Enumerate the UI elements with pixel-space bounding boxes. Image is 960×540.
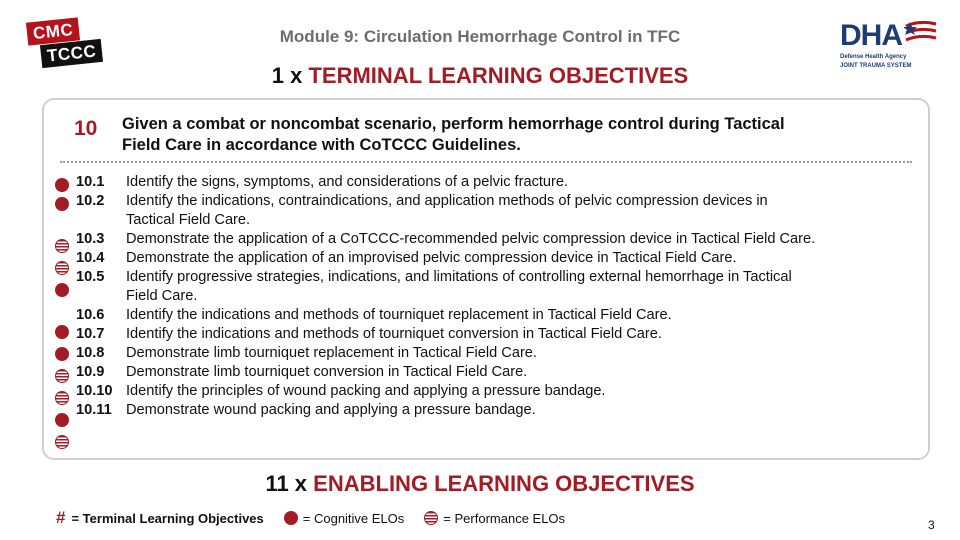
elo-number: 10.5 — [76, 269, 105, 285]
elo-text: Identify the indications, contraindications, and application methods of pelvic compression devices in Tactical Field Care. — [126, 193, 768, 228]
dha-agency-name: Defense Health Agency — [840, 54, 907, 60]
elo-heading — [0, 471, 960, 497]
performance-bullet-icon — [55, 391, 69, 405]
elo-list — [76, 173, 896, 420]
dotted-divider — [60, 161, 912, 163]
elo-text: Demonstrate wound packing and applying a pressure bandage. — [126, 402, 536, 418]
elo-text: Identify the principles of wound packing and applying a pressure bandage. — [126, 383, 606, 399]
elo-number: 10.8 — [76, 345, 105, 361]
elo-number: 10.10 — [76, 383, 113, 399]
elo-item — [76, 344, 896, 363]
logo-line-1: CMC — [26, 17, 80, 45]
legend-tlo-label: = Terminal Learning Objectives — [71, 510, 264, 526]
performance-bullet-icon — [55, 369, 69, 383]
elo-item — [76, 363, 896, 382]
elo-text: Demonstrate the application of an improvised pelvic compression device in Tactical Field Care. — [126, 250, 737, 266]
tlo-count: 1 x — [271, 63, 303, 88]
hash-symbol: # — [56, 508, 66, 527]
tlo-heading-label: TERMINAL LEARNING OBJECTIVES — [308, 63, 689, 88]
elo-item — [76, 230, 896, 249]
performance-bullet-icon — [55, 261, 69, 275]
cognitive-bullet-icon — [55, 325, 69, 339]
elo-item — [76, 192, 896, 230]
elo-text: Identify the indications and methods of tourniquet conversion in Tactical Field Care. — [126, 326, 662, 342]
legend-performance-label: = Performance ELOs — [443, 510, 566, 526]
page-number: 3 — [928, 518, 935, 532]
elo-item — [76, 325, 896, 344]
elo-item — [76, 306, 896, 325]
elo-heading-label: ENABLING LEARNING OBJECTIVES — [313, 471, 695, 496]
legend — [56, 508, 565, 528]
elo-item — [76, 249, 896, 268]
elo-number: 10.1 — [76, 174, 105, 190]
elo-text: Demonstrate the application of a CoTCCC-recommended pelvic compression device in Tactical Field Care. — [126, 231, 816, 247]
performance-bullet-icon — [55, 239, 69, 253]
elo-number: 10.3 — [76, 231, 105, 247]
elo-number: 10.4 — [76, 250, 105, 266]
tlo-number: 10 — [74, 117, 98, 140]
elo-item — [76, 173, 896, 192]
legend-cognitive-label: = Cognitive ELOs — [302, 510, 405, 526]
elo-item — [76, 382, 896, 401]
dha-system-name: JOINT TRAUMA SYSTEM — [840, 63, 912, 69]
elo-number: 10.7 — [76, 326, 105, 342]
elo-text: Identify progressive strategies, indications, and limitations of controlling external hemorrhage in Tactical Field Care. — [126, 269, 792, 304]
performance-bullet-icon — [55, 435, 69, 449]
cognitive-bullet-icon — [55, 283, 69, 297]
elo-number: 10.2 — [76, 193, 105, 209]
elo-text: Demonstrate limb tourniquet conversion in Tactical Field Care. — [126, 364, 528, 380]
module-title: Module 9: Circulation Hemorrhage Control in TFC — [279, 27, 681, 46]
tlo-text: Given a combat or noncombat scenario, perform hemorrhage control during Tactical Field Care in accordance with CoTCCC Guidelines. — [122, 115, 785, 154]
cognitive-legend-icon — [284, 511, 298, 525]
elo-number: 10.9 — [76, 364, 105, 380]
elo-count: 11 x — [265, 471, 308, 496]
tlo-heading — [0, 63, 960, 89]
elo-item — [76, 268, 896, 306]
performance-legend-icon — [424, 511, 438, 525]
elo-item — [76, 401, 896, 420]
cognitive-bullet-icon — [55, 413, 69, 427]
elo-text: Identify the signs, symptoms, and considerations of a pelvic fracture. — [126, 174, 569, 190]
elo-text: Demonstrate limb tourniquet replacement in Tactical Field Care. — [126, 345, 537, 361]
cognitive-bullet-icon — [55, 347, 69, 361]
logo-line-2: TCCC — [40, 39, 103, 68]
cognitive-bullet-icon — [55, 197, 69, 211]
elo-number: 10.11 — [76, 402, 112, 418]
elo-text: Identify the indications and methods of tourniquet replacement in Tactical Field Care. — [126, 307, 672, 323]
cognitive-bullet-icon — [55, 178, 69, 192]
elo-number: 10.6 — [76, 307, 105, 323]
flag-swoosh-icon — [904, 20, 938, 50]
dha-letters: DHA — [840, 19, 902, 52]
